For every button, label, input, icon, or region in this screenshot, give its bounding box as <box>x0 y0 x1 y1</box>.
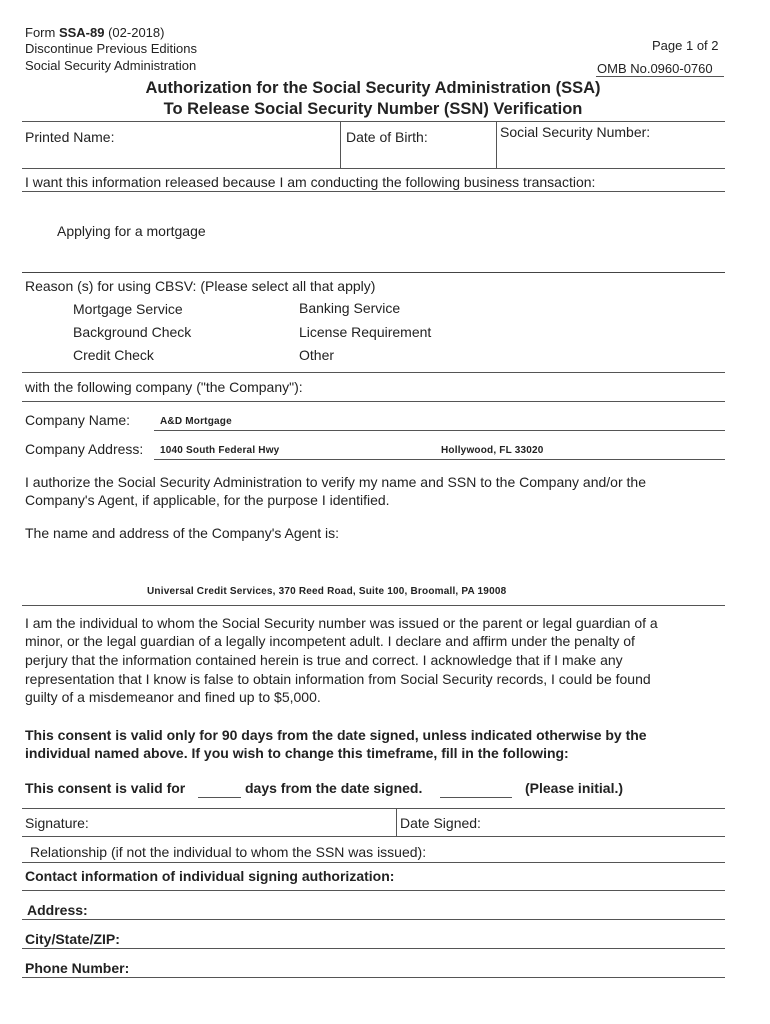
row-rule <box>22 191 725 192</box>
consent-initial-label: (Please initial.) <box>525 780 624 796</box>
days-underline <box>198 797 241 798</box>
agent-label: The name and address of the Company's Agent is: <box>25 525 339 541</box>
phone-number-input[interactable] <box>140 958 724 976</box>
printed-name-field[interactable] <box>25 129 337 167</box>
omb-number: OMB No.0960-0760 <box>597 61 713 76</box>
ssn-field[interactable] <box>500 124 724 167</box>
authorize-text-line1: I authorize the Social Security Administration to verify my name and SSN to the Company and/or the <box>25 474 646 490</box>
row-rule <box>22 168 725 169</box>
signature-field[interactable] <box>25 815 395 835</box>
relationship-label: Relationship (if not the individual to whom the SSN was issued): <box>30 844 427 860</box>
form-number: Form SSA-89 (02-2018) <box>25 25 165 40</box>
row-rule <box>22 808 725 809</box>
contact-heading: Contact information of individual signing authorization: <box>25 868 395 884</box>
consent-line1: This consent is valid only for 90 days from the date signed, unless indicated otherwise by the <box>25 727 647 743</box>
divider <box>396 808 397 836</box>
date-of-birth-field[interactable] <box>346 129 494 167</box>
company-intro: with the following company ("the Company"): <box>25 379 303 395</box>
agent-input[interactable]: Universal Credit Services, 370 Reed Road, Suite 100, Broomall, PA 19008 <box>147 586 507 597</box>
phone-number-label: Phone Number: <box>25 960 130 976</box>
option-banking-service[interactable]: Banking Service <box>299 300 401 316</box>
declaration-line: minor, or the legal guardian of a legally incompetent adult. I declare and affirm under the penalty of <box>25 633 635 649</box>
consent-initial-input[interactable] <box>440 780 512 796</box>
declaration-line: perjury that the information contained herein is true and correct. I acknowledge that if I make any <box>25 652 623 668</box>
date-signed-label: Date Signed: <box>400 815 481 831</box>
discontinue-note: Discontinue Previous Editions <box>25 41 197 56</box>
consent-days-input[interactable] <box>198 780 241 796</box>
signature-label: Signature: <box>25 815 89 831</box>
row-rule <box>22 605 725 606</box>
date-of-birth-label: Date of Birth: <box>346 129 428 145</box>
agency-name: Social Security Administration <box>25 58 197 73</box>
company-city-input[interactable]: Hollywood, FL 33020 <box>441 445 544 456</box>
option-mortgage-service[interactable]: Mortgage Service <box>73 301 183 317</box>
consent-valid-for: This consent is valid for <box>25 780 186 796</box>
declaration-line: guilty of a misdemeanor and fined up to $5,000. <box>25 689 321 705</box>
company-address-underline <box>154 459 725 460</box>
address-input[interactable] <box>96 900 724 918</box>
declaration-line: I am the individual to whom the Social Security number was issued or the parent or legal guardian of a <box>25 615 658 631</box>
date-signed-field[interactable] <box>400 815 720 835</box>
row-rule <box>22 836 725 837</box>
form-title-line1: Authorization for the Social Security Administration (SSA) <box>145 79 601 97</box>
form-title-line2: To Release Social Security Number (SSN) Verification <box>163 100 583 118</box>
divider <box>496 122 497 169</box>
omb-underline <box>596 76 724 77</box>
row-rule <box>22 919 725 920</box>
row-rule <box>22 977 725 978</box>
reasons-prompt: Reason (s) for using CBSV: (Please select all that apply) <box>25 278 376 294</box>
page-number: Page 1 of 2 <box>652 38 719 53</box>
row-rule <box>22 401 725 402</box>
address-label: Address: <box>27 902 88 918</box>
ssn-label: Social Security Number: <box>500 124 651 140</box>
company-name-input[interactable]: A&D Mortgage <box>160 416 232 427</box>
company-address-label: Company Address: <box>25 441 144 457</box>
company-name-underline <box>154 430 725 431</box>
city-state-zip-input[interactable] <box>130 929 724 947</box>
row-rule <box>22 372 725 373</box>
company-name-label: Company Name: <box>25 412 131 428</box>
divider <box>340 122 341 169</box>
transaction-input[interactable]: Applying for a mortgage <box>57 223 206 239</box>
authorize-text-line2: Company's Agent, if applicable, for the purpose I identified. <box>25 492 390 508</box>
row-rule <box>22 890 725 891</box>
consent-line2: individual named above. If you wish to change this timeframe, fill in the following: <box>25 745 569 761</box>
row-rule <box>22 948 725 949</box>
relationship-field[interactable] <box>30 844 720 862</box>
option-credit-check[interactable]: Credit Check <box>73 347 154 363</box>
declaration-line: representation that I know is false to obtain information from Social Security records, I could be found <box>25 671 651 687</box>
city-state-zip-label: City/State/ZIP: <box>25 931 120 947</box>
option-background-check[interactable]: Background Check <box>73 324 192 340</box>
consent-days-from: days from the date signed. <box>245 780 423 796</box>
option-other[interactable]: Other <box>299 347 335 363</box>
row-rule <box>22 862 725 863</box>
transaction-prompt: I want this information released because I am conducting the following business transaction: <box>25 174 596 190</box>
row-rule <box>22 272 725 273</box>
printed-name-label: Printed Name: <box>25 129 115 145</box>
top-rule <box>22 121 725 122</box>
company-address-input[interactable]: 1040 South Federal Hwy <box>160 445 280 456</box>
option-license-requirement[interactable]: License Requirement <box>299 324 432 340</box>
initial-underline <box>440 797 512 798</box>
